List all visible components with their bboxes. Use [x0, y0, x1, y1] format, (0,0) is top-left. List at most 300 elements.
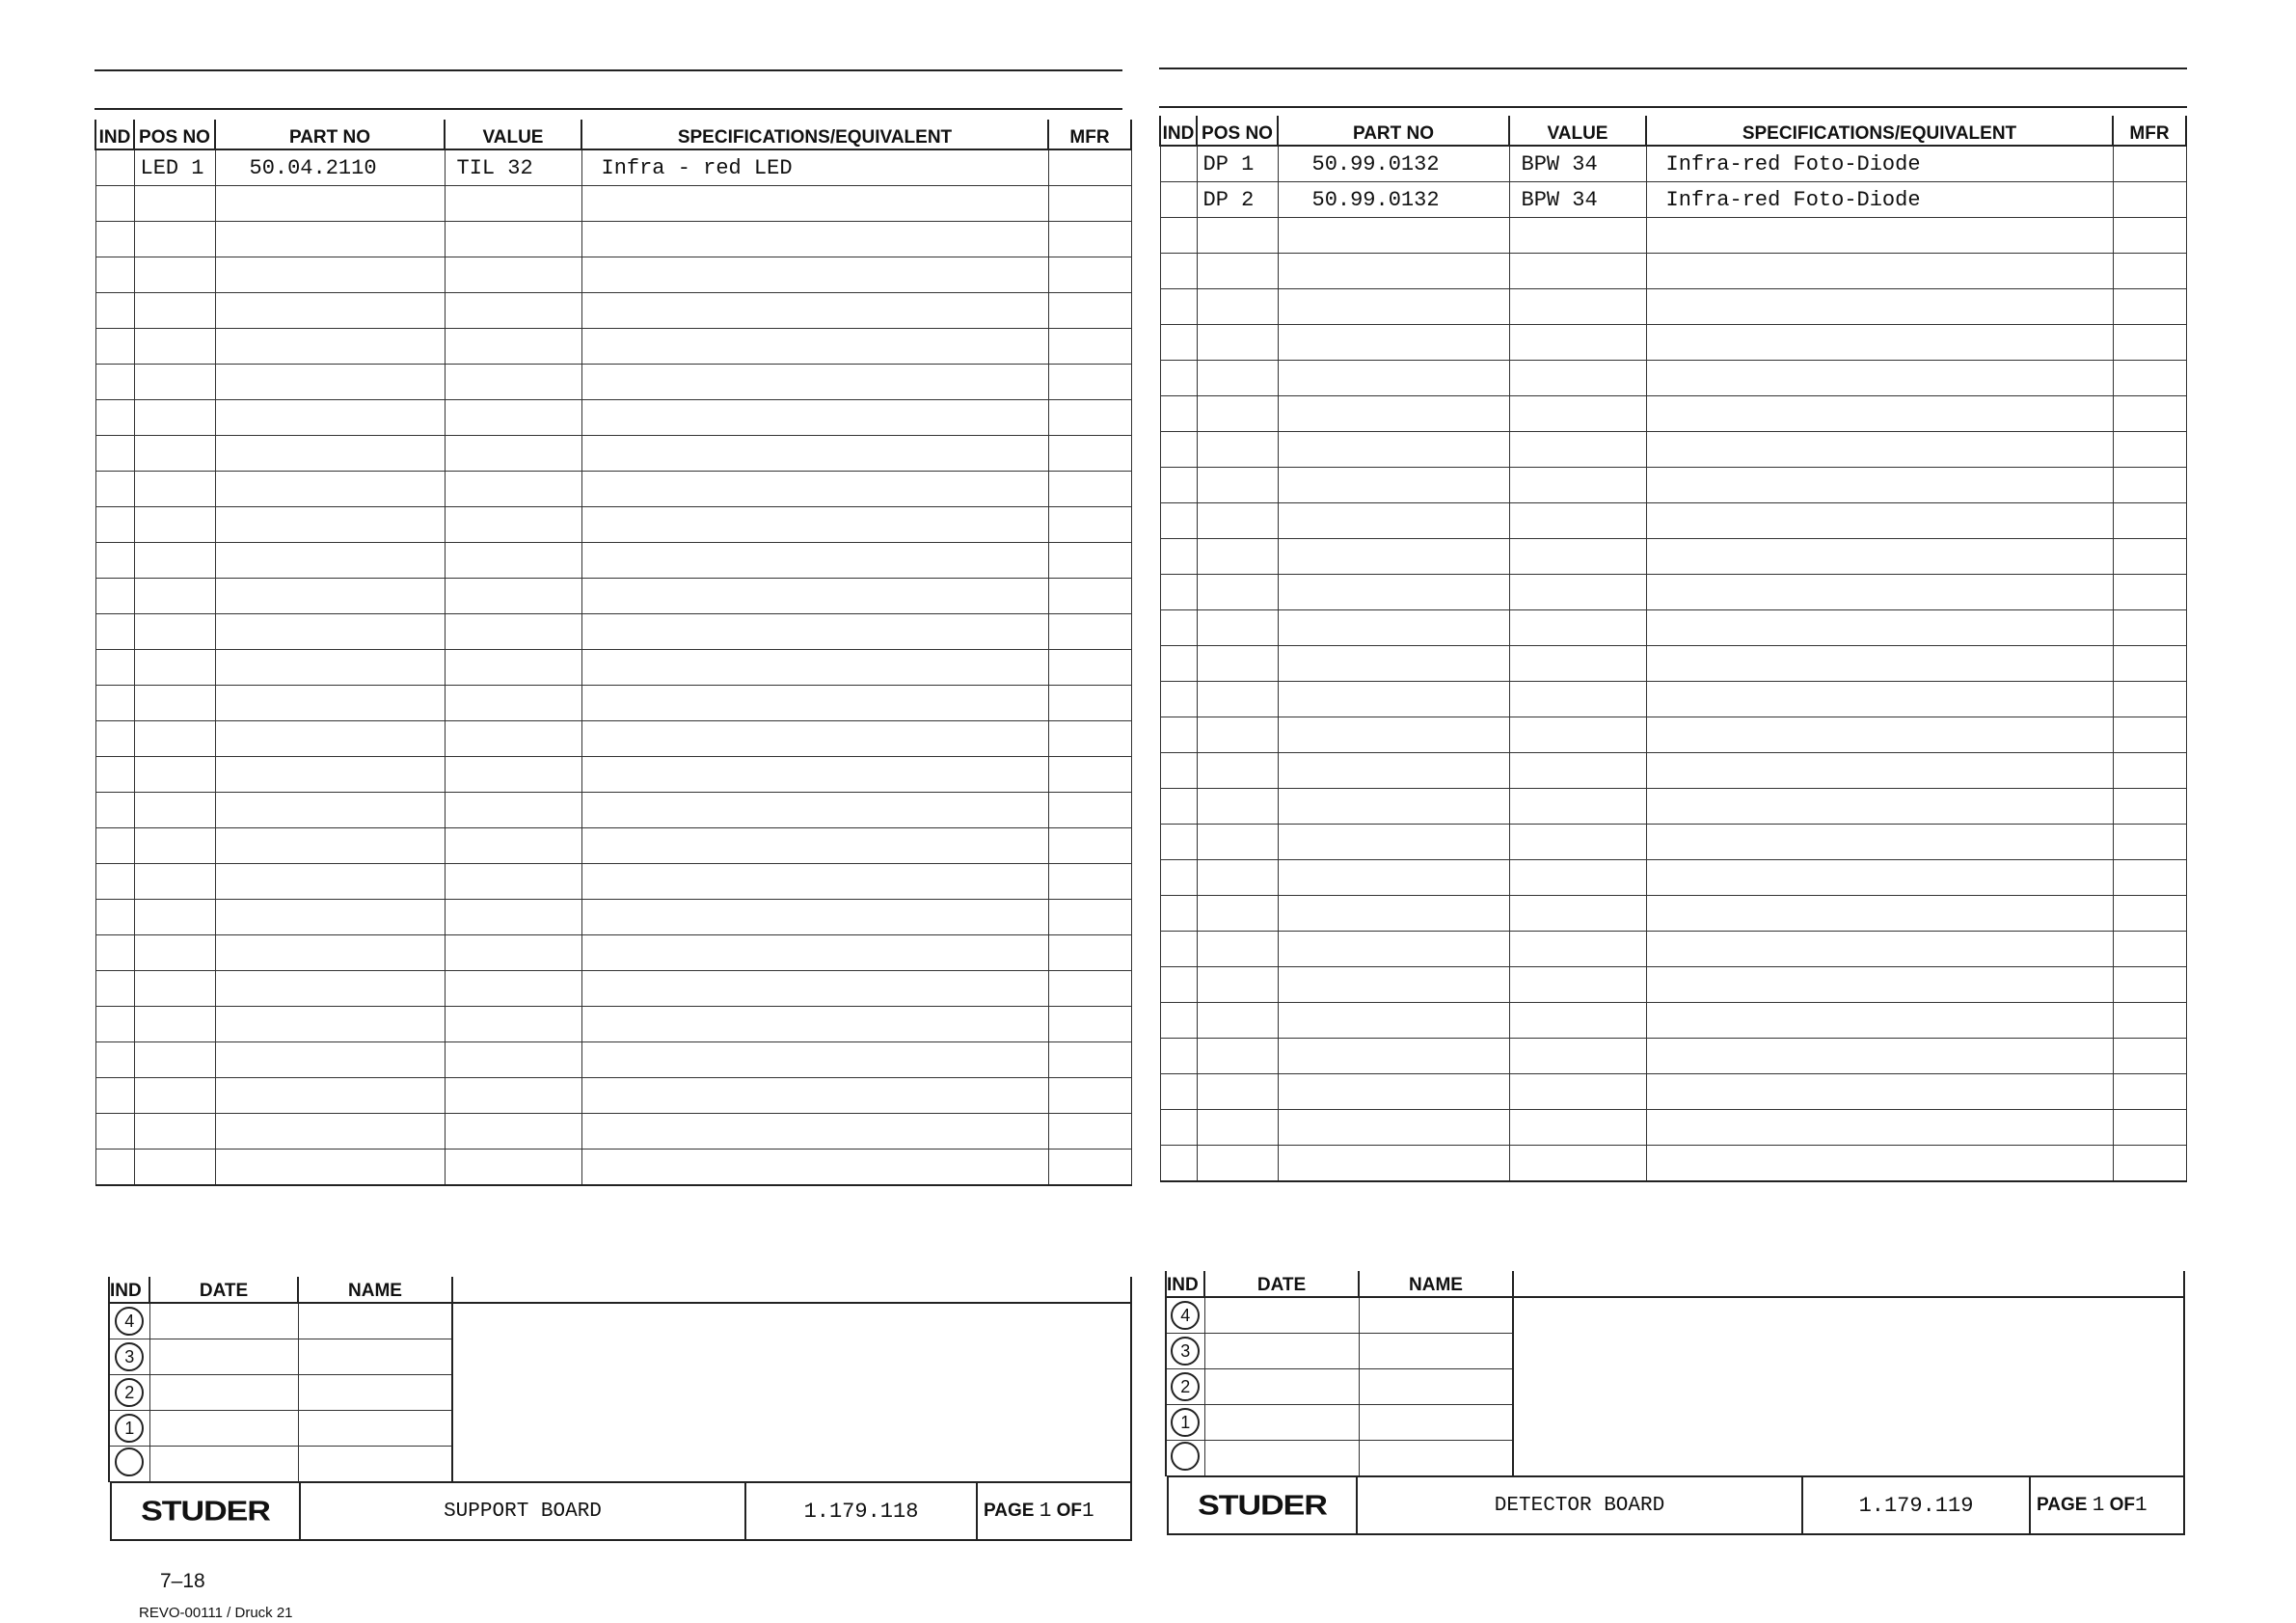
pos-no-cell [134, 757, 215, 793]
col-header-spec: SPECIFICATIONS/EQUIVALENT [581, 120, 1048, 149]
pos-no-cell [1197, 218, 1278, 254]
spec-cell [581, 757, 1048, 793]
ind-cell [95, 257, 134, 293]
part-no-cell [215, 935, 445, 971]
part-no-cell [215, 828, 445, 864]
spec-cell [581, 864, 1048, 900]
part-no-cell [215, 400, 445, 436]
mfr-cell [2113, 1074, 2186, 1110]
pos-no-cell [1197, 896, 1278, 932]
part-no-cell [215, 543, 445, 579]
spec-cell [1646, 789, 2113, 825]
spec-cell [1646, 539, 2113, 575]
ind-cell [1160, 1146, 1197, 1182]
revision-table-right [1165, 1271, 2185, 1476]
mfr-cell [2113, 182, 2186, 218]
pos-no-cell [134, 1078, 215, 1114]
mfr-cell [2113, 575, 2186, 610]
value-cell [445, 935, 581, 971]
mfr-cell [2113, 717, 2186, 753]
part-no-cell [215, 579, 445, 614]
pos-no-cell [134, 293, 215, 329]
table-row [1160, 325, 2186, 361]
rev-name-cell [298, 1339, 452, 1375]
part-no-cell [215, 1150, 445, 1186]
mfr-cell [2113, 325, 2186, 361]
document-number: 1.179.119 [1802, 1476, 2030, 1534]
circle-4-icon: 4 [1171, 1301, 1200, 1330]
table-row [95, 1114, 1131, 1150]
part-no-cell [1278, 825, 1509, 860]
rev-row-3 [109, 1339, 149, 1375]
ind-cell [1160, 1003, 1197, 1039]
table-row [1160, 932, 2186, 967]
value-cell [1509, 753, 1646, 789]
pos-no-cell [1197, 932, 1278, 967]
col-header-spec: SPECIFICATIONS/EQUIVALENT [1646, 116, 2113, 146]
rev-name-cell [298, 1447, 452, 1482]
spec-cell [1646, 753, 2113, 789]
table-row [95, 1042, 1131, 1078]
value-cell [445, 971, 581, 1007]
mfr-cell [1048, 1114, 1131, 1150]
mfr-cell [2113, 254, 2186, 289]
rev-row-0 [1166, 1441, 1204, 1476]
part-no-cell [215, 507, 445, 543]
mfr-cell [1048, 614, 1131, 650]
value-cell [1509, 1003, 1646, 1039]
page-label: PAGE [984, 1500, 1035, 1521]
table-row [95, 935, 1131, 971]
ind-cell [95, 721, 134, 757]
ind-cell [95, 793, 134, 828]
value-cell [445, 650, 581, 686]
spec-cell [1646, 1039, 2113, 1074]
part-no-cell [1278, 289, 1509, 325]
circle-empty-icon [115, 1447, 144, 1476]
table-row [1160, 539, 2186, 575]
part-no-cell [1278, 1146, 1509, 1182]
ind-cell [1160, 289, 1197, 325]
ind-cell [1160, 1074, 1197, 1110]
logo-text: STUDER [141, 1495, 270, 1527]
rev-row-3 [1166, 1334, 1204, 1369]
pos-no-cell [1197, 860, 1278, 896]
parts-list-detector-board [1159, 116, 2187, 1182]
value-cell [1509, 1110, 1646, 1146]
mfr-cell [2113, 361, 2186, 396]
pos-no-cell [1197, 503, 1278, 539]
ind-cell [1160, 610, 1197, 646]
spec-cell [581, 721, 1048, 757]
value-cell [445, 400, 581, 436]
spec-cell [1646, 1146, 2113, 1182]
mfr-cell [2113, 860, 2186, 896]
table-row [95, 721, 1131, 757]
circle-3-icon: 3 [115, 1342, 144, 1371]
mfr-cell [2113, 1146, 2186, 1182]
ind-cell [95, 650, 134, 686]
part-no-cell [1278, 896, 1509, 932]
table-row [95, 1150, 1131, 1186]
value-cell [445, 507, 581, 543]
part-no-cell [1278, 361, 1509, 396]
mfr-cell [1048, 686, 1131, 721]
mfr-cell [1048, 293, 1131, 329]
value-cell [1509, 860, 1646, 896]
ind-cell [1160, 503, 1197, 539]
value-cell [445, 472, 581, 507]
pos-no-cell [1197, 967, 1278, 1003]
rev-date-cell [1204, 1334, 1359, 1369]
value-cell [445, 579, 581, 614]
table-row [95, 329, 1131, 365]
spec-cell [1646, 682, 2113, 717]
ind-cell [1160, 789, 1197, 825]
value-cell [445, 614, 581, 650]
spec-cell [581, 971, 1048, 1007]
mfr-cell [1048, 329, 1131, 365]
page-info [2030, 1476, 2184, 1534]
rev-name-cell [298, 1303, 452, 1339]
rev-date-cell [1204, 1405, 1359, 1441]
part-no-cell [1278, 432, 1509, 468]
pos-no-cell [134, 935, 215, 971]
col-header-value: VALUE [445, 120, 581, 149]
pos-no-cell [1197, 789, 1278, 825]
value-cell [1509, 682, 1646, 717]
table-row [1160, 575, 2186, 610]
part-no-cell [1278, 646, 1509, 682]
rev-name-cell [1359, 1297, 1513, 1334]
spec-cell [581, 543, 1048, 579]
value-cell: BPW 34 [1509, 146, 1646, 182]
ind-cell [1160, 932, 1197, 967]
ind-cell [95, 293, 134, 329]
mfr-cell [2113, 396, 2186, 432]
pos-no-cell: LED 1 [134, 149, 215, 186]
rev-notes-area [1513, 1297, 2184, 1476]
table-row [1160, 468, 2186, 503]
table-row [95, 971, 1131, 1007]
part-no-cell [215, 1007, 445, 1042]
value-cell [1509, 539, 1646, 575]
spec-cell: Infra-red Foto-Diode [1646, 182, 2113, 218]
ind-cell [1160, 361, 1197, 396]
ind-cell [1160, 254, 1197, 289]
circle-3-icon: 3 [1171, 1337, 1200, 1366]
ind-cell [95, 900, 134, 935]
logo-text: STUDER [1198, 1489, 1327, 1521]
top-rule-right-2 [1159, 106, 2187, 108]
rev-row-2 [1166, 1369, 1204, 1405]
ind-cell [1160, 218, 1197, 254]
part-no-cell [215, 864, 445, 900]
value-cell [1509, 967, 1646, 1003]
parts-list-support-board [95, 120, 1132, 1186]
pos-no-cell [134, 436, 215, 472]
rev-name-cell [1359, 1405, 1513, 1441]
table-row [95, 472, 1131, 507]
value-cell [1509, 218, 1646, 254]
pos-no-cell [1197, 289, 1278, 325]
pos-no-cell [1197, 254, 1278, 289]
table-row [1160, 396, 2186, 432]
spec-cell [581, 293, 1048, 329]
value-cell [445, 1114, 581, 1150]
mfr-cell [2113, 468, 2186, 503]
pos-no-cell [134, 400, 215, 436]
part-no-cell [215, 1114, 445, 1150]
part-no-cell [215, 293, 445, 329]
part-no-cell [1278, 753, 1509, 789]
ind-cell [95, 935, 134, 971]
mfr-cell [1048, 1078, 1131, 1114]
ind-cell [1160, 682, 1197, 717]
table-row [1160, 1146, 2186, 1182]
col-header-value: VALUE [1509, 116, 1646, 146]
ind-cell [1160, 146, 1197, 182]
pos-no-cell [134, 971, 215, 1007]
mfr-cell [1048, 400, 1131, 436]
ind-cell [95, 400, 134, 436]
pos-no-cell [1197, 1003, 1278, 1039]
value-cell [1509, 396, 1646, 432]
pos-no-cell [134, 365, 215, 400]
ind-cell [1160, 468, 1197, 503]
table-row [1160, 646, 2186, 682]
rev-date-cell [149, 1447, 298, 1482]
spec-cell [581, 900, 1048, 935]
rev-name-cell [1359, 1334, 1513, 1369]
value-cell: BPW 34 [1509, 182, 1646, 218]
board-title: SUPPORT BOARD [300, 1482, 745, 1540]
rev-name-cell [1359, 1369, 1513, 1405]
part-no-cell [215, 971, 445, 1007]
mfr-cell [1048, 1042, 1131, 1078]
table-row [95, 293, 1131, 329]
board-title: DETECTOR BOARD [1357, 1476, 1802, 1534]
mfr-cell [1048, 793, 1131, 828]
spec-cell [581, 507, 1048, 543]
mfr-cell [2113, 753, 2186, 789]
top-rule-left-2 [95, 108, 1122, 110]
table-row [95, 400, 1131, 436]
value-cell [445, 686, 581, 721]
spec-cell [581, 614, 1048, 650]
ind-cell [95, 757, 134, 793]
part-no-cell [215, 436, 445, 472]
pos-no-cell [134, 793, 215, 828]
mfr-cell [2113, 610, 2186, 646]
table-row [1160, 753, 2186, 789]
pos-no-cell [1197, 1039, 1278, 1074]
value-cell [445, 900, 581, 935]
mfr-cell [1048, 1007, 1131, 1042]
pos-no-cell [1197, 361, 1278, 396]
mfr-cell [2113, 1039, 2186, 1074]
table-row [1160, 182, 2186, 218]
col-header-ind: IND [1160, 116, 1197, 146]
spec-cell [581, 329, 1048, 365]
table-row [1160, 860, 2186, 896]
of-label: OF [2109, 1494, 2135, 1515]
mfr-cell [1048, 436, 1131, 472]
spec-cell [581, 650, 1048, 686]
pos-no-cell [134, 257, 215, 293]
part-no-cell [215, 614, 445, 650]
page-info [977, 1482, 1131, 1540]
value-cell [1509, 325, 1646, 361]
part-no-cell [1278, 503, 1509, 539]
circle-2-icon: 2 [1171, 1372, 1200, 1401]
spec-cell [581, 1042, 1048, 1078]
part-no-cell [1278, 468, 1509, 503]
table-row [1160, 1039, 2186, 1074]
table-row [95, 436, 1131, 472]
spec-cell [1646, 1110, 2113, 1146]
rev-name-cell [1359, 1441, 1513, 1476]
value-cell [1509, 610, 1646, 646]
pos-no-cell: DP 2 [1197, 182, 1278, 218]
ind-cell [95, 1078, 134, 1114]
mfr-cell [2113, 1110, 2186, 1146]
mfr-cell [1048, 828, 1131, 864]
table-row [1160, 254, 2186, 289]
spec-cell [581, 365, 1048, 400]
part-no-cell [1278, 254, 1509, 289]
part-no-cell [1278, 325, 1509, 361]
part-no-cell [1278, 1074, 1509, 1110]
part-no-cell [1278, 860, 1509, 896]
mfr-cell [2113, 967, 2186, 1003]
table-row [1160, 682, 2186, 717]
ind-cell [1160, 396, 1197, 432]
mfr-cell [2113, 146, 2186, 182]
print-reference: REVO-00111 / Druck 21 [139, 1605, 293, 1621]
pos-no-cell [1197, 432, 1278, 468]
mfr-cell [1048, 365, 1131, 400]
spec-cell [581, 186, 1048, 222]
spec-cell: Infra-red Foto-Diode [1646, 146, 2113, 182]
value-cell [1509, 789, 1646, 825]
spec-cell [1646, 860, 2113, 896]
spec-cell [1646, 325, 2113, 361]
ind-cell [1160, 717, 1197, 753]
part-no-cell [215, 257, 445, 293]
mfr-cell [1048, 579, 1131, 614]
ind-cell [1160, 646, 1197, 682]
part-no-cell [1278, 967, 1509, 1003]
pos-no-cell [1197, 646, 1278, 682]
spec-cell [1646, 575, 2113, 610]
rev-row-1 [1166, 1405, 1204, 1441]
pos-no-cell [134, 864, 215, 900]
col-header-mfr: MFR [1048, 120, 1131, 149]
rev-header-name: NAME [298, 1277, 452, 1303]
value-cell [445, 293, 581, 329]
ind-cell [95, 507, 134, 543]
rev-name-cell [298, 1411, 452, 1447]
part-no-cell [1278, 789, 1509, 825]
pos-no-cell [134, 579, 215, 614]
spec-cell [1646, 825, 2113, 860]
ind-cell [1160, 896, 1197, 932]
ind-cell [1160, 539, 1197, 575]
spec-cell [1646, 289, 2113, 325]
part-no-cell [215, 1042, 445, 1078]
value-cell [1509, 717, 1646, 753]
part-no-cell [1278, 1003, 1509, 1039]
spec-cell [1646, 1003, 2113, 1039]
table-row [95, 257, 1131, 293]
table-row [95, 793, 1131, 828]
value-cell [1509, 503, 1646, 539]
table-row [95, 900, 1131, 935]
rev-header-ind: IND [109, 1277, 149, 1303]
ind-cell [1160, 575, 1197, 610]
part-no-cell [1278, 1039, 1509, 1074]
value-cell [1509, 361, 1646, 396]
spec-cell [581, 793, 1048, 828]
table-row [95, 543, 1131, 579]
value-cell [445, 864, 581, 900]
pos-no-cell [134, 1114, 215, 1150]
value-cell [1509, 1146, 1646, 1182]
part-no-cell [1278, 539, 1509, 575]
value-cell [1509, 575, 1646, 610]
mfr-cell [2113, 503, 2186, 539]
pos-no-cell: DP 1 [1197, 146, 1278, 182]
value-cell [445, 222, 581, 257]
mfr-cell [1048, 507, 1131, 543]
table-row [1160, 289, 2186, 325]
table-row [1160, 1110, 2186, 1146]
col-header-pos-no: POS NO [134, 120, 215, 149]
spec-cell [581, 1007, 1048, 1042]
rev-header-name: NAME [1359, 1271, 1513, 1297]
ind-cell [95, 579, 134, 614]
rev-date-cell [1204, 1369, 1359, 1405]
value-cell: TIL 32 [445, 149, 581, 186]
table-row [1160, 1003, 2186, 1039]
part-no-cell [1278, 717, 1509, 753]
part-no-cell [1278, 218, 1509, 254]
title-block-left [110, 1481, 1132, 1541]
page-number: 1 [2092, 1494, 2105, 1517]
part-no-cell [215, 650, 445, 686]
spec-cell [581, 472, 1048, 507]
part-no-cell [1278, 396, 1509, 432]
pos-no-cell [134, 472, 215, 507]
spec-cell [1646, 1074, 2113, 1110]
rev-header-notes [1513, 1271, 2184, 1297]
pos-no-cell [134, 543, 215, 579]
title-block-right [1167, 1475, 2185, 1535]
spec-cell [581, 579, 1048, 614]
value-cell [445, 365, 581, 400]
pos-no-cell [1197, 539, 1278, 575]
col-header-ind: IND [95, 120, 134, 149]
table-row [1160, 503, 2186, 539]
table-row [1160, 825, 2186, 860]
spec-cell [581, 400, 1048, 436]
mfr-cell [1048, 721, 1131, 757]
ind-cell [95, 472, 134, 507]
mfr-cell [1048, 971, 1131, 1007]
part-no-cell [215, 757, 445, 793]
rev-date-cell [1204, 1441, 1359, 1476]
